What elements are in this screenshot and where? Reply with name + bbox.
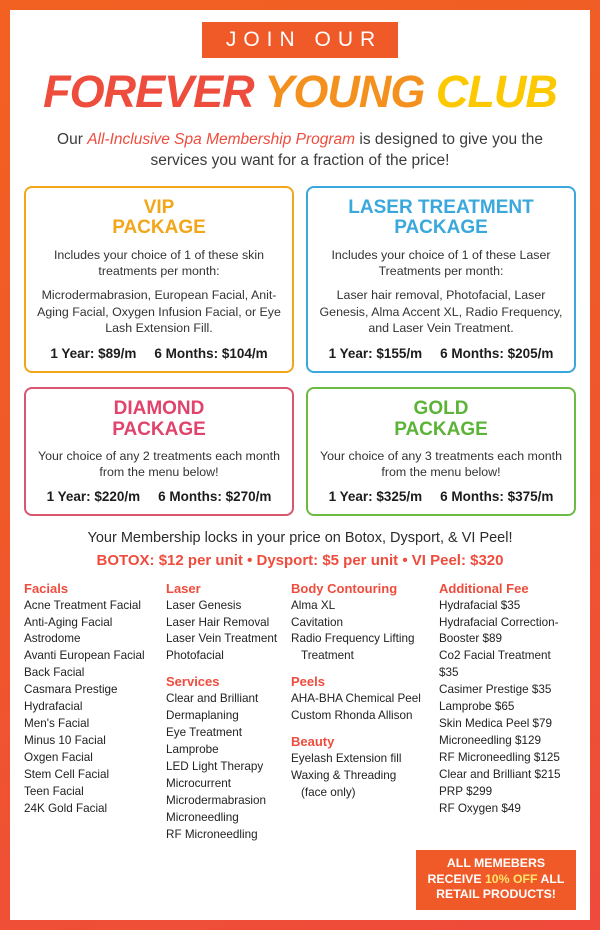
price-one-year: 1 Year: $220/m [46, 488, 141, 504]
list-item: Lamprobe [166, 743, 219, 757]
menu-list-services [166, 691, 285, 844]
list-item: AHA-BHA Chemical Peel [291, 692, 421, 706]
list-item: Casmara Prestige [24, 683, 118, 697]
membership-note: Your Membership locks in your price on Botox, Dysport, & VI Peel! [87, 529, 513, 546]
list-item: Laser Vein Treatment [166, 632, 278, 646]
list-item: Eye Treatment [166, 726, 243, 740]
list-item: Skin Medica Peel $79 [439, 717, 553, 731]
package-prices-vip [36, 346, 282, 363]
list-item: Microneedling [166, 811, 239, 825]
page-title [24, 66, 576, 118]
list-item: Astrodome [24, 632, 81, 646]
menu-category-laser: Laser [166, 580, 201, 596]
price-six-months: 6 Months: $104/m [154, 346, 268, 362]
list-item: Laser Genesis [166, 598, 242, 612]
badge-line2-prefix: RECEIVE [427, 871, 485, 886]
menu-category-additional-fee: Additional Fee [439, 580, 529, 596]
menu-category-body-contouring: Body Contouring [291, 580, 398, 596]
list-item: Minus 10 Facial [24, 734, 106, 748]
package-name-line1: DIAMOND [113, 398, 205, 420]
package-name-diamond [36, 399, 282, 440]
package-grid [24, 186, 576, 516]
package-desc-laser: Includes your choice of 1 of these Laser Treatments per month: [331, 247, 551, 278]
list-item: Hydrafacial Correction- [439, 615, 559, 629]
list-item: Anti-Aging Facial [24, 615, 113, 629]
package-prices-gold [318, 489, 564, 506]
package-name-line1: LASER TREATMENT [348, 196, 534, 218]
list-item: RF Oxygen $49 [439, 802, 521, 816]
package-card-gold[interactable] [306, 387, 576, 515]
title-word-club: CLUB [435, 66, 557, 117]
list-item: Treatment [301, 649, 354, 663]
list-item: Men's Facial [24, 717, 90, 731]
injectable-pricing-line: BOTOX: $12 per unit • Dysport: $5 per unit • VI Peel: $320 [96, 551, 504, 569]
price-one-year: 1 Year: $89/m [50, 346, 137, 362]
list-item: Hydrafacial $35 [439, 598, 521, 612]
list-item: Stem Cell Facial [24, 768, 110, 782]
menu-list-peels [291, 691, 433, 725]
package-name-line2: PACKAGE [112, 418, 206, 440]
list-item: Microdermabrasion [166, 794, 267, 808]
package-prices-diamond [36, 489, 282, 506]
list-item: Avanti European Facial [24, 649, 145, 663]
package-name-line2: PACKAGE [112, 217, 206, 239]
price-six-months: 6 Months: $205/m [440, 346, 554, 362]
list-item: 24K Gold Facial [24, 802, 108, 816]
list-item: Hydrafacial [24, 700, 83, 714]
package-card-vip[interactable] [24, 186, 294, 373]
list-item: Microneedling $129 [439, 734, 542, 748]
package-desc-vip: Includes your choice of 1 of these skin treatments per month: [53, 247, 265, 278]
list-item: Lamprobe $65 [439, 700, 515, 714]
list-item: Laser Hair Removal [166, 615, 270, 629]
price-six-months: 6 Months: $375/m [440, 488, 554, 504]
subtitle-suffix: is designed to give you the services you want for a fraction of the price! [150, 131, 543, 169]
package-card-laser[interactable] [306, 186, 576, 373]
list-item: Custom Rhonda Allison [291, 709, 413, 723]
menu-column-3 [291, 581, 439, 845]
list-item: Alma XL [291, 598, 336, 612]
menu-list-laser [166, 598, 285, 666]
price-six-months: 6 Months: $270/m [158, 488, 272, 504]
price-one-year: 1 Year: $325/m [328, 488, 423, 504]
list-item: Eyelash Extension fill [291, 752, 402, 766]
menu-list-body-contouring [291, 598, 433, 666]
package-desc-diamond: Your choice of any 2 treatments each month from the menu below! [38, 449, 280, 480]
package-detail-laser: Laser hair removal, Photofacial, Laser Genesis, Alma Accent XL, Radio Frequency, and Laser Vein Treatment. [319, 288, 563, 335]
package-name-line1: VIP [143, 196, 175, 218]
package-name-vip [36, 198, 282, 239]
list-item: Dermaplaning [166, 709, 239, 723]
menu-category-services: Services [166, 674, 220, 690]
list-item: Oxgen Facial [24, 751, 93, 765]
list-item: (face only) [301, 786, 356, 800]
subtitle-emphasis: All-Inclusive Spa Membership Program [87, 131, 356, 148]
list-item: Back Facial [24, 666, 85, 680]
list-item: PRP $299 [439, 785, 493, 799]
list-item: Casimer Prestige $35 [439, 683, 552, 697]
title-word-young: YOUNG [264, 66, 425, 117]
list-item: Waxing & Threading [291, 769, 397, 783]
treatment-menu [24, 581, 576, 845]
package-name-line1: GOLD [413, 398, 469, 420]
package-prices-laser [318, 346, 564, 363]
menu-category-beauty: Beauty [291, 734, 335, 750]
list-item: Teen Facial [24, 785, 84, 799]
title-word-forever: FOREVER [43, 66, 254, 117]
package-name-line2: PACKAGE [394, 418, 488, 440]
retail-discount-badge [416, 850, 576, 910]
list-item: Clear and Brilliant [166, 692, 259, 706]
menu-column-2 [166, 581, 291, 845]
menu-list-facials [24, 598, 160, 819]
menu-list-beauty [291, 751, 433, 802]
menu-list-additional-fee [439, 598, 570, 819]
menu-column-1 [24, 581, 166, 845]
list-item: RF Microneedling [166, 828, 258, 842]
menu-category-facials: Facials [24, 580, 69, 596]
list-item: Microcurrent [166, 777, 231, 791]
badge-line1: ALL MEMEBERS [446, 855, 546, 870]
list-item: RF Microneedling $125 [439, 751, 560, 765]
list-item: Photofacial [166, 649, 224, 663]
list-item: Cavitation [291, 615, 343, 629]
list-item: Booster $89 [439, 632, 503, 646]
package-name-gold [318, 399, 564, 440]
menu-category-peels: Peels [291, 674, 325, 690]
badge-discount-highlight: 10% OFF [484, 871, 538, 886]
package-desc-gold: Your choice of any 3 treatments each month from the menu below! [320, 449, 562, 480]
package-detail-vip: Microdermabrasion, European Facial, Anit-Aging Facial, Oxygen Infusion Facial, or Eye Lash Extension Fill. [37, 288, 281, 335]
subtitle-prefix: Our [57, 131, 88, 148]
badge-line3: RETAIL PRODUCTS! [436, 887, 556, 902]
list-item: Radio Frequency Lifting [291, 632, 415, 646]
package-name-line2: PACKAGE [394, 217, 488, 239]
list-item: LED Light Therapy [166, 760, 264, 774]
package-name-laser [318, 198, 564, 239]
menu-column-4 [439, 581, 576, 845]
flyer-sheet [10, 10, 590, 920]
badge-line2-suffix: ALL [537, 871, 565, 886]
price-one-year: 1 Year: $155/m [328, 346, 423, 362]
list-item: Co2 Facial Treatment $35 [439, 649, 551, 680]
list-item: Clear and Brilliant $215 [439, 768, 561, 782]
subtitle [24, 130, 576, 172]
join-our-banner: JOIN OUR [202, 22, 398, 58]
package-card-diamond[interactable] [24, 387, 294, 515]
list-item: Acne Treatment Facial [24, 598, 141, 612]
